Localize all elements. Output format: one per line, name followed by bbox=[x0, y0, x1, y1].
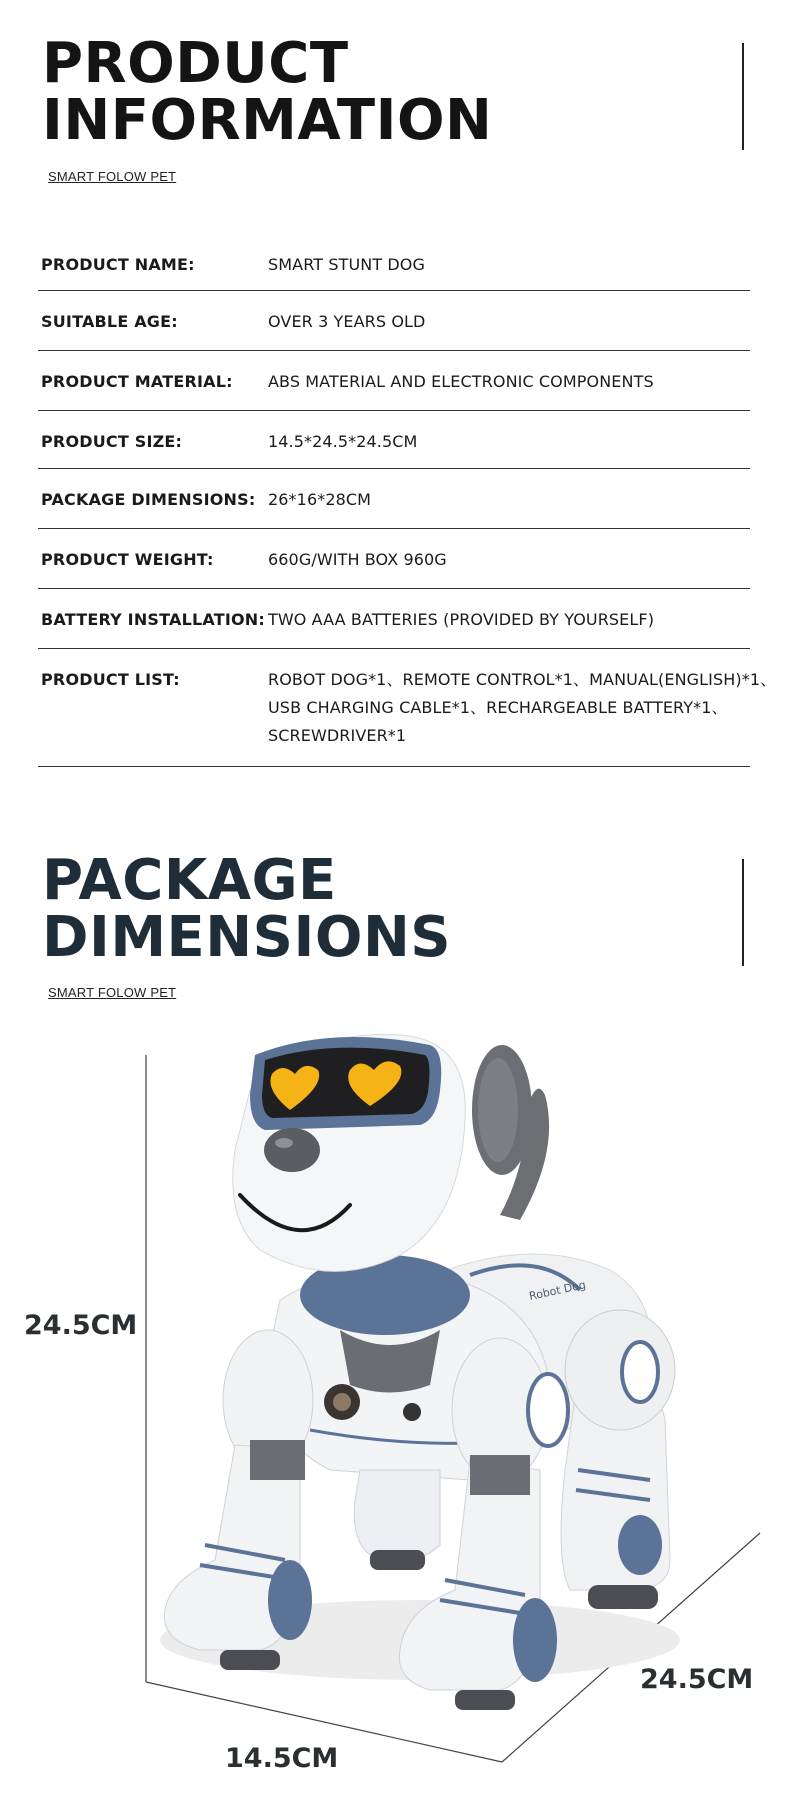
depth-dimension-label: 24.5CM bbox=[640, 1664, 754, 1695]
spec-label: SUITABLE AGE: bbox=[41, 312, 178, 331]
title-line-2: INFORMATION bbox=[42, 88, 493, 153]
title-divider bbox=[742, 43, 744, 150]
spec-label: PRODUCT NAME: bbox=[41, 255, 195, 274]
title-line-1: PACKAGE bbox=[42, 848, 337, 913]
title-line-2: DIMENSIONS bbox=[42, 905, 452, 970]
spec-row-age bbox=[38, 291, 750, 351]
spec-label: PRODUCT WEIGHT: bbox=[41, 550, 214, 569]
spec-value: ROBOT DOG*1、REMOTE CONTROL*1、MANUAL(ENGLISH)*1、 USB CHARGING CABLE*1、RECHARGEABLE BATTERY*1、 SCREWDRIVER*1 bbox=[268, 670, 777, 745]
spec-value: OVER 3 YEARS OLD bbox=[268, 312, 426, 331]
spec-value: 660G/WITH BOX 960G bbox=[268, 550, 447, 569]
spec-value: 14.5*24.5*24.5CM bbox=[268, 432, 418, 451]
spec-value: TWO AAA BATTERIES (PROVIDED BY YOURSELF) bbox=[268, 610, 655, 629]
spec-value: 26*16*28CM bbox=[268, 490, 372, 509]
title-divider bbox=[742, 859, 744, 966]
spec-value: ABS MATERIAL AND ELECTRONIC COMPONENTS bbox=[268, 372, 654, 391]
spec-table bbox=[38, 236, 777, 767]
height-dimension-label: 24.5CM bbox=[24, 1310, 138, 1341]
package-dimensions-title bbox=[42, 848, 452, 970]
spec-row-battery bbox=[38, 589, 750, 649]
spec-label: PRODUCT LIST: bbox=[41, 670, 180, 689]
spec-row-name bbox=[38, 236, 750, 291]
spec-row-size bbox=[38, 411, 750, 469]
robot-dog-image bbox=[160, 1035, 680, 1710]
spec-row-weight bbox=[38, 529, 750, 589]
title-line-1: PRODUCT bbox=[42, 31, 349, 96]
brand-subtitle: SMART FOLOW PET bbox=[48, 985, 177, 1000]
spec-row-package bbox=[38, 469, 750, 529]
spec-label: BATTERY INSTALLATION: bbox=[41, 610, 265, 629]
product-information-title bbox=[42, 31, 493, 153]
robot-dog-label: Robot Dog bbox=[527, 1278, 587, 1303]
spec-row-material bbox=[38, 351, 750, 411]
spec-label: PRODUCT MATERIAL: bbox=[41, 372, 233, 391]
spec-label: PACKAGE DIMENSIONS: bbox=[41, 490, 256, 509]
spec-label: PRODUCT SIZE: bbox=[41, 432, 183, 451]
brand-subtitle: SMART FOLOW PET bbox=[48, 169, 177, 184]
width-dimension-label: 14.5CM bbox=[225, 1743, 339, 1774]
spec-value: SMART STUNT DOG bbox=[268, 255, 425, 274]
spec-row-list bbox=[38, 649, 777, 767]
